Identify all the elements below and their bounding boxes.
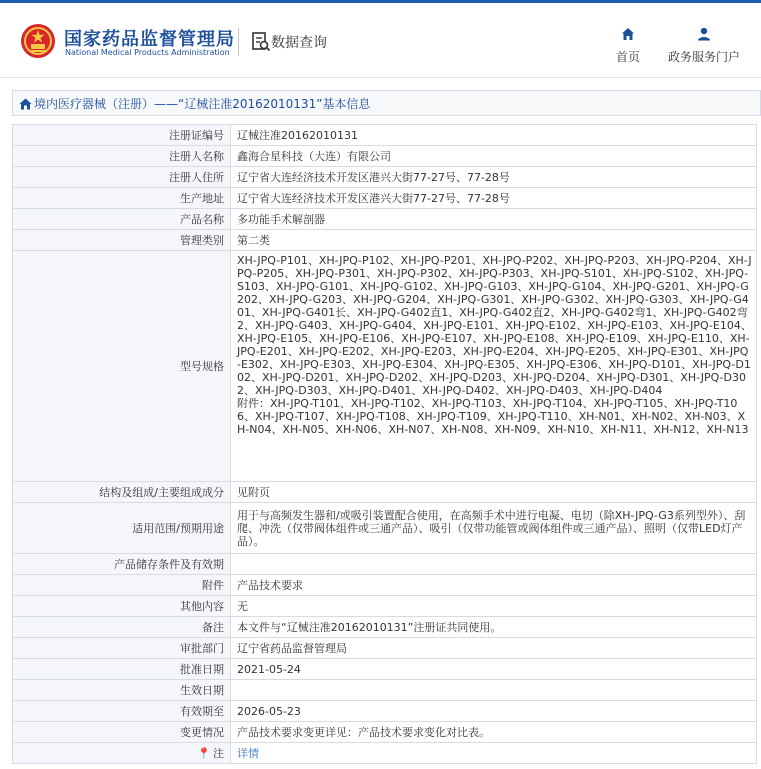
- row-label: 审批部门: [13, 638, 231, 659]
- row-value: [231, 743, 757, 764]
- row-label: 注册证编号: [13, 125, 231, 146]
- section-title: 数据查询: [271, 35, 327, 51]
- nav-home-label: 首页: [615, 50, 640, 64]
- row-value: 辽宁省大连经济技术开发区港兴大街77-27号、77-28号: [231, 188, 757, 209]
- breadcrumb: [12, 90, 761, 116]
- row-label: 结构及组成/主要组成成分: [13, 482, 231, 503]
- row-label: 管理类别: [13, 230, 231, 251]
- row-label: 批准日期: [13, 659, 231, 680]
- row-value: [231, 680, 757, 701]
- row-label: 生效日期: [13, 680, 231, 701]
- national-emblem-icon: [20, 23, 56, 59]
- org-name-cn: 国家药品监督管理局: [64, 29, 235, 50]
- breadcrumb-text[interactable]: 境内医疗器械（注册）——“辽械注准20162010131”基本信息: [34, 97, 371, 111]
- nav-portal-label: 政务服务门户: [667, 50, 740, 64]
- table-row: [13, 596, 757, 617]
- row-value: 产品技术要求变更详见：产品技术要求变化对比表。: [231, 722, 757, 743]
- header-bottom-border: [0, 77, 761, 78]
- table-row: [13, 251, 757, 482]
- row-label: 产品名称: [13, 209, 231, 230]
- row-label: 备注: [13, 617, 231, 638]
- row-label: 产品储存条件及有效期: [13, 554, 231, 575]
- row-value: 辽宁省大连经济技术开发区港兴大街77-27号、77-28号: [231, 167, 757, 188]
- home-icon: [621, 27, 635, 41]
- table-row: [13, 743, 757, 764]
- table-row: [13, 659, 757, 680]
- header-divider: [238, 28, 239, 56]
- table-row: [13, 617, 757, 638]
- accessory-model-list: 附件：XH-JPQ-T101、XH-JPQ-T102、XH-JPQ-T103、XH-JPQ-T104、XH-JPQ-T105、XH-JPQ-T106、XH-JPQ-T107、XH-JPQ-T108、XH-JPQ-T109、XH-JPQ-T110、XH-N01、XH-N02、XH-N03、XH-N04、XH-N05、XH-N06、XH-N07、XH-N08、XH-N09、XH-N10、XH-N11、XH-N12、XH-N13: [237, 397, 749, 436]
- row-value: 辽宁省药品监督管理局: [231, 638, 757, 659]
- table-row: [13, 188, 757, 209]
- header-accent-line: [0, 0, 761, 3]
- row-value: 产品技术要求: [231, 575, 757, 596]
- table-row: [13, 146, 757, 167]
- details-link[interactable]: 详情: [237, 746, 259, 760]
- row-value: 无: [231, 596, 757, 617]
- row-value: 见附页: [231, 482, 757, 503]
- table-row: [13, 554, 757, 575]
- model-list: XH-JPQ-P101、XH-JPQ-P102、XH-JPQ-P201、XH-JPQ-P202、XH-JPQ-P203、XH-JPQ-P204、XH-JPQ-P205、XH-JPQ-P301、XH-JPQ-P302、XH-JPQ-P303、XH-JPQ-S101、XH-JPQ-S102、XH-JPQ-S103、XH-JPQ-G101、XH-JPQ-G102、XH-JPQ-G103、XH-JPQ-G104、XH-JPQ-G201、XH-JPQ-G202、XH-JPQ-G203、XH-JPQ-G204、XH-JPQ-G301、XH-JPQ-G302、XH-JPQ-G303、XH-JPQ-G401、XH-JPQ-G401长、XH-JPQ-G402直1、XH-JPQ-G402直2、XH-JPQ-G402弯1、XH-JPQ-G402弯2、XH-JPQ-G403、XH-JPQ-G404、XH-JPQ-E101、XH-JPQ-E102、XH-JPQ-E103、XH-JPQ-E104、XH-JPQ-E105、XH-JPQ-E106、XH-JPQ-E107、XH-JPQ-E108、XH-JPQ-E109、XH-JPQ-E110、XH-JPQ-E201、XH-JPQ-E202、XH-JPQ-E203、XH-JPQ-E204、XH-JPQ-E205、XH-JPQ-E301、XH-JPQ-E302、XH-JPQ-E303、XH-JPQ-E304、XH-JPQ-E305、XH-JPQ-E306、XH-JPQ-D101、XH-JPQ-D102、XH-JPQ-D201、XH-JPQ-D202、XH-JPQ-D203、XH-JPQ-D204、XH-JPQ-D301、XH-JPQ-D302、XH-JPQ-D303、XH-JPQ-D401、XH-JPQ-D402、XH-JPQ-D403、XH-JPQ-D404: [237, 254, 752, 397]
- row-label: 附件: [13, 575, 231, 596]
- pin-icon: 📍: [197, 746, 211, 760]
- row-label: 适用范围/预期用途: [13, 503, 231, 554]
- table-row: [13, 230, 757, 251]
- table-row: [13, 209, 757, 230]
- row-value: 本文件与“辽械注准20162010131”注册证共同使用。: [231, 617, 757, 638]
- row-value: 用于与高频发生器和/或吸引装置配合使用，在高频手术中进行电凝、电切（除XH-JPQ-G3系列型外）、刮爬、冲洗（仅带阀体组件或三通产品）、吸引（仅带功能管或阀体组件或三通产品）、照明（仅带LED灯产品）。: [231, 503, 757, 554]
- note-label-text: 注: [213, 746, 224, 760]
- nav-portal-link[interactable]: [664, 26, 744, 65]
- user-icon: [697, 27, 711, 41]
- breadcrumb-home-icon: [19, 98, 32, 110]
- row-value: 2021-05-24: [231, 659, 757, 680]
- row-value: 2026-05-23: [231, 701, 757, 722]
- note-label: [13, 743, 231, 764]
- row-value-models: [231, 251, 757, 482]
- row-label: 注册人名称: [13, 146, 231, 167]
- row-value: 多功能手术解剖器: [231, 209, 757, 230]
- row-label: 变更情况: [13, 722, 231, 743]
- org-name-en: National Medical Products Administration: [65, 48, 230, 57]
- row-label: 生产地址: [13, 188, 231, 209]
- registration-info-table: [12, 124, 757, 764]
- table-row: [13, 575, 757, 596]
- row-value: 辽械注准20162010131: [231, 125, 757, 146]
- row-value: 鑫海合星科技（大连）有限公司: [231, 146, 757, 167]
- table-row: [13, 680, 757, 701]
- table-row: [13, 167, 757, 188]
- header: [0, 0, 761, 78]
- row-label: 有效期至: [13, 701, 231, 722]
- table-row: [13, 722, 757, 743]
- table-row: [13, 638, 757, 659]
- row-label: 其他内容: [13, 596, 231, 617]
- table-row: [13, 701, 757, 722]
- row-label: 型号规格: [13, 251, 231, 482]
- data-query-icon: [251, 31, 271, 53]
- row-value: [231, 554, 757, 575]
- table-row: [13, 503, 757, 554]
- nav-home-link[interactable]: [610, 26, 646, 65]
- row-label: 注册人住所: [13, 167, 231, 188]
- table-row: [13, 482, 757, 503]
- table-row: [13, 125, 757, 146]
- row-value: 第二类: [231, 230, 757, 251]
